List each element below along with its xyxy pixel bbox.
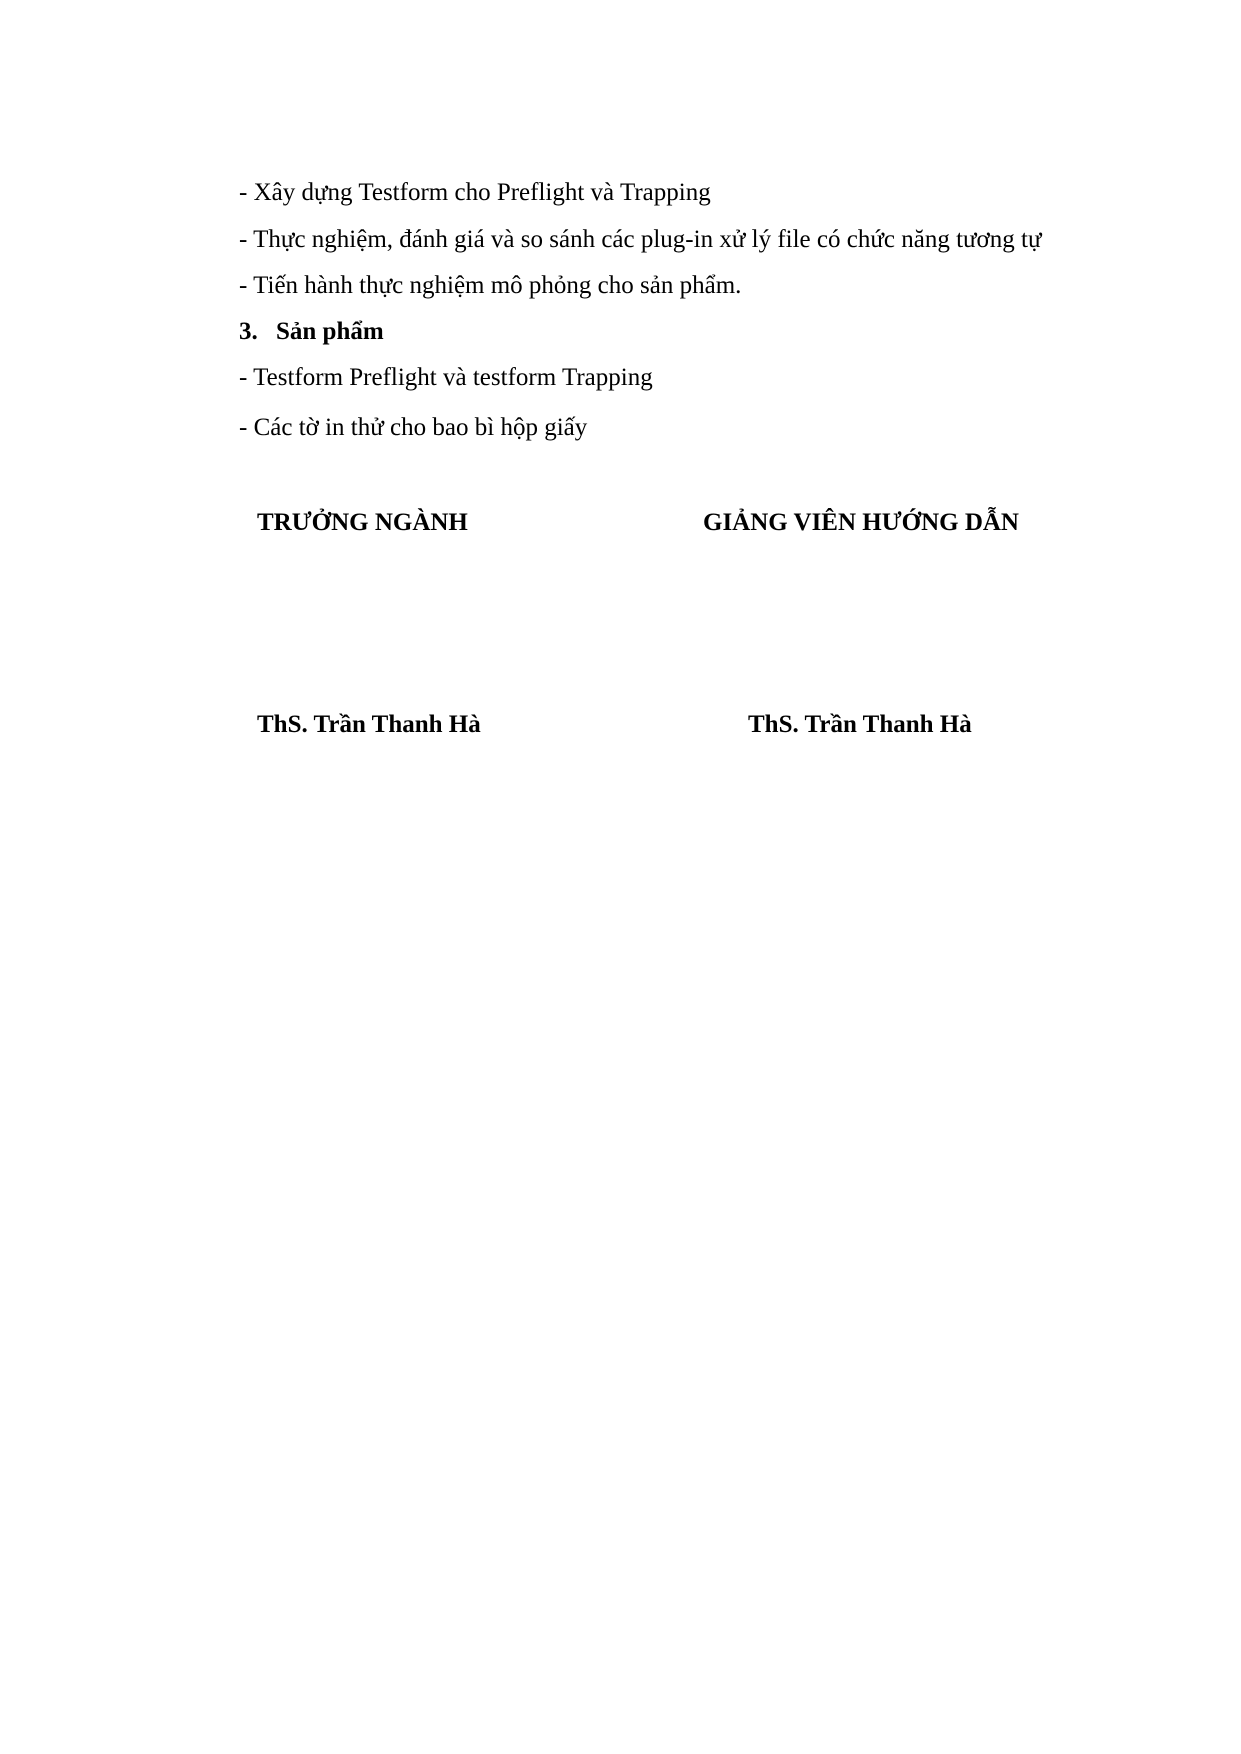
task-line: - Xây dựng Testform cho Preflight và Trapping <box>239 179 711 206</box>
section-number: 3. <box>239 318 258 345</box>
task-line: - Tiến hành thực nghiệm mô phỏng cho sản phẩm. <box>239 272 742 299</box>
product-line: - Các tờ in thử cho bao bì hộp giấy <box>239 414 588 441</box>
task-line: - Thực nghiệm, đánh giá và so sánh các plug-in xử lý file có chức năng tương tự <box>239 226 1042 253</box>
signature-name-left: ThS. Trần Thanh Hà <box>257 711 481 738</box>
signature-title-left: TRƯỞNG NGÀNH <box>257 509 468 536</box>
section-title: Sản phẩm <box>276 318 384 345</box>
product-line: - Testform Preflight và testform Trapping <box>239 364 653 391</box>
section-heading <box>239 317 384 347</box>
signature-title-right: GIẢNG VIÊN HƯỚNG DẪN <box>703 509 1019 536</box>
signature-name-right: ThS. Trần Thanh Hà <box>748 711 972 738</box>
